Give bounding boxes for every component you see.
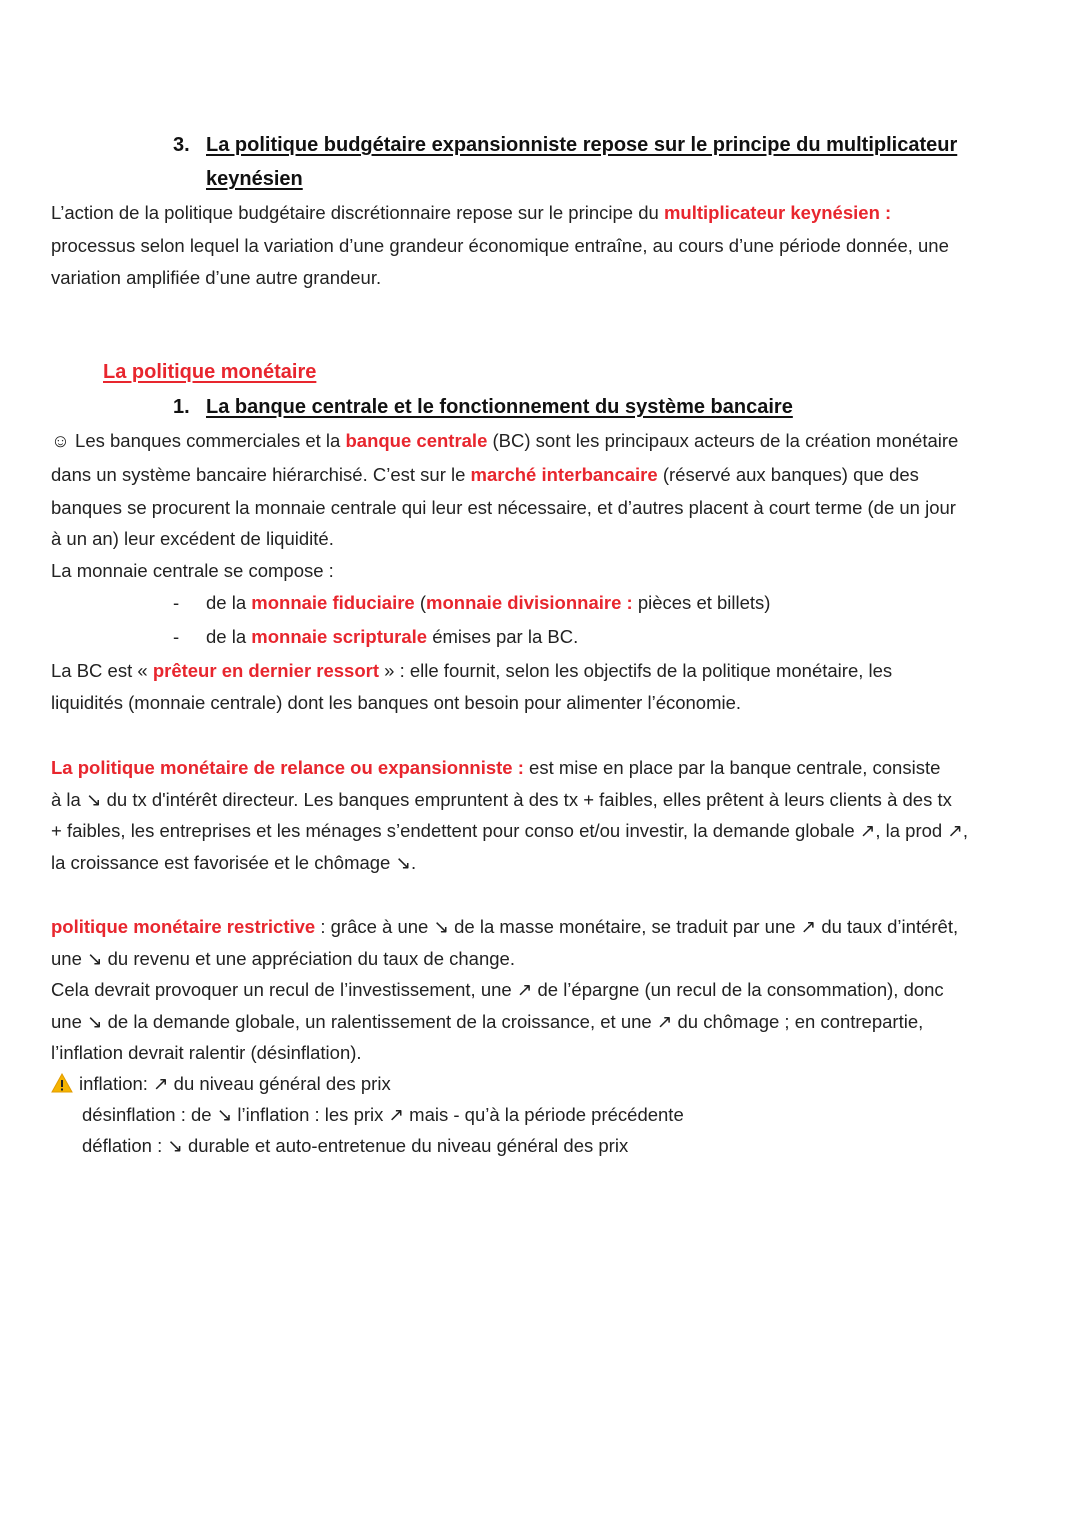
- paragraph-line: [51, 691, 741, 715]
- keyword: La politique monétaire de relance ou expansionniste :: [51, 757, 524, 778]
- keyword: monnaie fiduciaire: [251, 592, 415, 613]
- paragraph-line: [51, 915, 958, 939]
- text-run: à la ↘ du tx d'intérêt directeur. Les banques empruntent à des tx + faibles, elles prêtent à leurs clients à des tx: [51, 789, 952, 810]
- paragraph-line: [51, 1041, 362, 1065]
- paragraph-line: [51, 788, 952, 812]
- section-heading: La politique monétaire: [103, 361, 317, 383]
- text-run: ☺ Les banques commerciales et la: [51, 430, 346, 451]
- warning-line: [51, 1072, 391, 1099]
- paragraph-line: [51, 266, 381, 290]
- text-run: inflation: ↗ du niveau général des prix: [79, 1073, 391, 1094]
- definition-line: [82, 1103, 684, 1127]
- bullet-dash: -: [173, 592, 180, 613]
- paragraph-line: [51, 429, 958, 453]
- text-run: liquidités (monnaie centrale) dont les banques ont besoin pour alimenter l’économie.: [51, 692, 742, 713]
- section-title-line2: [206, 167, 303, 191]
- subsection-number: [173, 395, 190, 419]
- text-run: (réservé aux banques) que des: [657, 464, 919, 485]
- paragraph-line: [51, 527, 334, 551]
- text-run: (: [414, 592, 427, 613]
- text-run: banques se procurent la monnaie centrale qui leur est nécessaire, et d’autres placent à court terme (de un jour: [51, 497, 956, 518]
- subsection-number-text: 1.: [173, 396, 190, 418]
- text-run: La monnaie centrale se compose :: [51, 560, 334, 581]
- text-run: L’action de la politique budgétaire discrétionnaire repose sur le principe du: [51, 202, 664, 223]
- text-run: de la: [206, 592, 252, 613]
- bullet-dash: -: [173, 626, 180, 647]
- text-run: est mise en place par la banque centrale, consiste: [523, 757, 941, 778]
- keyword: monnaie divisionnaire :: [426, 592, 633, 613]
- text-run: (BC) sont les principaux acteurs de la création monétaire: [487, 430, 959, 451]
- section-number: [173, 133, 190, 157]
- text-run: l’inflation devrait ralentir (désinflation).: [51, 1042, 362, 1063]
- paragraph-line: [51, 234, 949, 258]
- keyword: marché interbancaire: [470, 464, 658, 485]
- paragraph-line: [51, 756, 940, 780]
- paragraph-line: [51, 819, 968, 843]
- section-title-text: La politique budgétaire expansionniste repose sur le principe du multiplicateur: [206, 134, 958, 156]
- text-run: émises par la BC.: [427, 626, 579, 647]
- text-run: une ↘ de la demande globale, un ralentissement de la croissance, et une ↗ du chômage ; en contrepartie,: [51, 1011, 924, 1032]
- definition-line: [82, 1134, 628, 1158]
- section-title-line1: [206, 133, 957, 157]
- text-run: la croissance est favorisée et le chômage ↘.: [51, 852, 417, 873]
- paragraph-line: [51, 559, 334, 583]
- text-run: une ↘ du revenu et une appréciation du taux de change.: [51, 948, 515, 969]
- keyword: banque centrale: [345, 430, 488, 451]
- text-run: : grâce à une ↘ de la masse monétaire, se traduit par une ↗ du taux d’intérêt,: [315, 916, 959, 937]
- subsection-title: [206, 395, 793, 419]
- text-run: processus selon lequel la variation d’une grandeur économique entraîne, au cours d’une période donnée, une: [51, 235, 949, 256]
- text-run: de la: [206, 626, 252, 647]
- text-run: + faibles, les entreprises et les ménages s’endettent pour conso et/ou investir, la demande globale ↗, la prod ↗,: [51, 820, 968, 841]
- text-run: désinflation : de ↘ l’inflation : les prix ↗ mais - qu’à la période précédente: [82, 1104, 684, 1125]
- keyword: politique monétaire restrictive: [51, 916, 316, 937]
- paragraph-line: [51, 659, 892, 683]
- section-title-text: keynésien: [206, 168, 303, 190]
- bullet-item: [206, 625, 578, 649]
- text-run: à un an) leur excédent de liquidité.: [51, 528, 334, 549]
- paragraph-line: [51, 463, 919, 487]
- paragraph-line: [51, 496, 956, 520]
- text-run: Cela devrait provoquer un recul de l’investissement, une ↗ de l’épargne (un recul de la consommation), donc: [51, 979, 944, 1000]
- text-run: pièces et billets): [632, 592, 771, 613]
- warning-icon: [51, 1073, 73, 1099]
- text-run: » : elle fournit, selon les objectifs de la politique monétaire, les: [379, 660, 893, 681]
- bullet-item: [206, 591, 770, 615]
- text-run: déflation : ↘ durable et auto-entretenue du niveau général des prix: [82, 1135, 629, 1156]
- section-number-text: 3.: [173, 134, 190, 156]
- paragraph-line: [51, 978, 944, 1002]
- keyword: multiplicateur keynésien :: [663, 202, 892, 223]
- text-run: variation amplifiée d’une autre grandeur.: [51, 267, 382, 288]
- paragraph-line: [51, 947, 515, 971]
- text-run: dans un système bancaire hiérarchisé. C’est sur le: [51, 464, 471, 485]
- paragraph-line: [51, 851, 416, 875]
- keyword: monnaie scripturale: [251, 626, 428, 647]
- keyword: prêteur en dernier ressort: [152, 660, 380, 681]
- text-run: La BC est «: [51, 660, 153, 681]
- paragraph-line: [51, 201, 891, 225]
- subsection-title-text: La banque centrale et le fonctionnement du système bancaire: [206, 396, 793, 418]
- paragraph-line: [51, 1010, 923, 1034]
